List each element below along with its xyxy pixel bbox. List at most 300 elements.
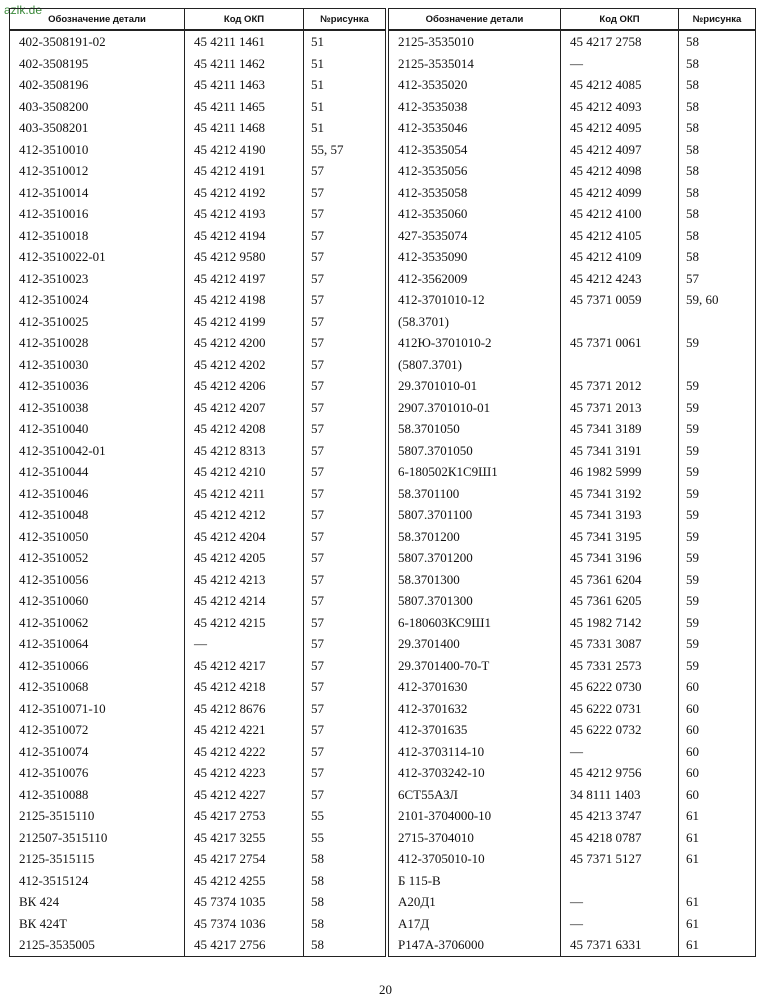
part-designation-cell: 5807.3701200 bbox=[389, 547, 561, 569]
part-designation-cell: 412-3510052 bbox=[10, 547, 185, 569]
figure-number-cell: 60 bbox=[679, 719, 756, 741]
table-row bbox=[389, 30, 756, 53]
table-row bbox=[10, 698, 386, 720]
part-designation-cell: 6СТ55АЗЛ bbox=[389, 784, 561, 806]
okp-code-cell: — bbox=[561, 913, 679, 935]
table-row bbox=[389, 397, 756, 419]
okp-code-cell: 45 1982 7142 bbox=[561, 612, 679, 634]
table-row bbox=[389, 526, 756, 548]
part-designation-cell: 412-3515124 bbox=[10, 870, 185, 892]
table-row bbox=[389, 913, 756, 935]
figure-number-cell: 57 bbox=[304, 741, 386, 763]
part-designation-cell: Р147А-3706000 bbox=[389, 934, 561, 956]
table-row bbox=[10, 547, 386, 569]
table-row bbox=[10, 590, 386, 612]
part-designation-cell: 412-3705010-10 bbox=[389, 848, 561, 870]
okp-code-cell: 45 7331 2573 bbox=[561, 655, 679, 677]
okp-code-cell: 45 4212 4100 bbox=[561, 203, 679, 225]
part-designation-cell: 412-3510024 bbox=[10, 289, 185, 311]
figure-number-cell bbox=[679, 311, 756, 333]
part-designation-cell: 412-3510016 bbox=[10, 203, 185, 225]
part-designation-cell: 58.3701300 bbox=[389, 569, 561, 591]
okp-code-cell: 45 4212 4206 bbox=[185, 375, 304, 397]
table-row bbox=[389, 870, 756, 892]
okp-code-cell: 45 4212 4222 bbox=[185, 741, 304, 763]
part-designation-cell: 412-3510030 bbox=[10, 354, 185, 376]
okp-code-cell: 45 7371 2013 bbox=[561, 397, 679, 419]
table-row bbox=[389, 698, 756, 720]
okp-code-cell: 45 4212 4215 bbox=[185, 612, 304, 634]
table-row bbox=[10, 655, 386, 677]
table-row bbox=[10, 332, 386, 354]
part-designation-cell: 412-3510060 bbox=[10, 590, 185, 612]
table-row bbox=[389, 569, 756, 591]
parts-table-left bbox=[9, 8, 386, 957]
table-row bbox=[389, 53, 756, 75]
figure-number-cell: 57 bbox=[304, 719, 386, 741]
okp-code-cell: — bbox=[561, 891, 679, 913]
okp-code-cell: 34 8111 1403 bbox=[561, 784, 679, 806]
figure-number-cell: 59 bbox=[679, 569, 756, 591]
table-row bbox=[10, 891, 386, 913]
table-row bbox=[389, 461, 756, 483]
okp-code-cell: 45 4212 4197 bbox=[185, 268, 304, 290]
part-designation-cell: 412-3703242-10 bbox=[389, 762, 561, 784]
figure-number-cell: 60 bbox=[679, 698, 756, 720]
table-row bbox=[389, 289, 756, 311]
figure-number-cell: 57 bbox=[304, 354, 386, 376]
header-part-designation: Обозначение детали bbox=[10, 9, 185, 31]
figure-number-cell: 55 bbox=[304, 805, 386, 827]
figure-number-cell: 57 bbox=[304, 504, 386, 526]
part-designation-cell: 412-3535060 bbox=[389, 203, 561, 225]
table-row bbox=[389, 332, 756, 354]
okp-code-cell: 45 7361 6204 bbox=[561, 569, 679, 591]
table-row bbox=[389, 117, 756, 139]
figure-number-cell: 57 bbox=[304, 440, 386, 462]
part-designation-cell: 412-3562009 bbox=[389, 268, 561, 290]
figure-number-cell: 57 bbox=[304, 160, 386, 182]
table-row bbox=[389, 762, 756, 784]
figure-number-cell: 57 bbox=[304, 655, 386, 677]
part-designation-cell: 2907.3701010-01 bbox=[389, 397, 561, 419]
figure-number-cell: 51 bbox=[304, 53, 386, 75]
part-designation-cell: 6-180502К1С9Ш1 bbox=[389, 461, 561, 483]
okp-code-cell: 45 4212 4207 bbox=[185, 397, 304, 419]
okp-code-cell: 45 7331 3087 bbox=[561, 633, 679, 655]
table-row bbox=[389, 354, 756, 376]
figure-number-cell: 59 bbox=[679, 418, 756, 440]
figure-number-cell: 59, 60 bbox=[679, 289, 756, 311]
table-row bbox=[10, 848, 386, 870]
table-row bbox=[389, 633, 756, 655]
figure-number-cell: 59 bbox=[679, 547, 756, 569]
part-designation-cell: 412-3510014 bbox=[10, 182, 185, 204]
part-designation-cell: 402-3508191-02 bbox=[10, 30, 185, 53]
table-row bbox=[10, 354, 386, 376]
figure-number-cell: 57 bbox=[304, 397, 386, 419]
table-row bbox=[389, 827, 756, 849]
okp-code-cell: 45 4212 4085 bbox=[561, 74, 679, 96]
okp-code-cell: 45 4212 4093 bbox=[561, 96, 679, 118]
figure-number-cell: 57 bbox=[304, 676, 386, 698]
okp-code-cell: 45 7341 3193 bbox=[561, 504, 679, 526]
okp-code-cell: 45 7341 3189 bbox=[561, 418, 679, 440]
okp-code-cell: 45 4212 4099 bbox=[561, 182, 679, 204]
table-row bbox=[10, 160, 386, 182]
okp-code-cell: 45 4218 0787 bbox=[561, 827, 679, 849]
okp-code-cell: 45 4212 4208 bbox=[185, 418, 304, 440]
part-designation-cell: А20Д1 bbox=[389, 891, 561, 913]
part-designation-cell: 412-3535054 bbox=[389, 139, 561, 161]
part-designation-cell: 412-3510072 bbox=[10, 719, 185, 741]
table-row bbox=[10, 612, 386, 634]
part-designation-cell: 2125-3535005 bbox=[10, 934, 185, 956]
okp-code-cell: 45 4213 3747 bbox=[561, 805, 679, 827]
part-designation-cell: 412-3535020 bbox=[389, 74, 561, 96]
table-row bbox=[10, 96, 386, 118]
part-designation-cell: 212507-3515110 bbox=[10, 827, 185, 849]
figure-number-cell: 58 bbox=[679, 225, 756, 247]
figure-number-cell: 57 bbox=[304, 612, 386, 634]
part-designation-cell: 402-3508195 bbox=[10, 53, 185, 75]
part-designation-cell: 412-3535058 bbox=[389, 182, 561, 204]
table-row bbox=[389, 547, 756, 569]
okp-code-cell: 45 7341 3191 bbox=[561, 440, 679, 462]
okp-code-cell: 45 7371 2012 bbox=[561, 375, 679, 397]
header-figure-number: №рисунка bbox=[304, 9, 386, 31]
part-designation-cell: 29.3701010-01 bbox=[389, 375, 561, 397]
figure-number-cell: 58 bbox=[304, 891, 386, 913]
table-header-row bbox=[389, 9, 756, 31]
table-row bbox=[10, 741, 386, 763]
figure-number-cell: 58 bbox=[679, 203, 756, 225]
part-designation-cell: 403-3508201 bbox=[10, 117, 185, 139]
figure-number-cell: 58 bbox=[304, 848, 386, 870]
okp-code-cell: 45 4212 4095 bbox=[561, 117, 679, 139]
okp-code-cell: 46 1982 5999 bbox=[561, 461, 679, 483]
figure-number-cell: 61 bbox=[679, 934, 756, 956]
table-row bbox=[10, 633, 386, 655]
okp-code-cell: 45 4212 8313 bbox=[185, 440, 304, 462]
okp-code-cell: 45 4212 4223 bbox=[185, 762, 304, 784]
figure-number-cell: 57 bbox=[304, 182, 386, 204]
figure-number-cell: 55, 57 bbox=[304, 139, 386, 161]
part-designation-cell: 412-3701635 bbox=[389, 719, 561, 741]
okp-code-cell: 45 4217 2753 bbox=[185, 805, 304, 827]
okp-code-cell: 45 4212 4204 bbox=[185, 526, 304, 548]
part-designation-cell: 412-3510066 bbox=[10, 655, 185, 677]
okp-code-cell: 45 4212 4199 bbox=[185, 311, 304, 333]
part-designation-cell: 412-3510056 bbox=[10, 569, 185, 591]
figure-number-cell: 57 bbox=[304, 698, 386, 720]
table-row bbox=[389, 741, 756, 763]
okp-code-cell: 45 4212 4213 bbox=[185, 569, 304, 591]
figure-number-cell: 57 bbox=[304, 268, 386, 290]
table-row bbox=[389, 440, 756, 462]
part-designation-cell: 402-3508196 bbox=[10, 74, 185, 96]
part-designation-cell: 6-180603КС9Ш1 bbox=[389, 612, 561, 634]
header-okp-code: Код ОКП bbox=[561, 9, 679, 31]
part-designation-cell: 403-3508200 bbox=[10, 96, 185, 118]
table-row bbox=[389, 139, 756, 161]
figure-number-cell: 58 bbox=[679, 182, 756, 204]
part-designation-cell: 2101-3704000-10 bbox=[389, 805, 561, 827]
okp-code-cell: 45 4211 1461 bbox=[185, 30, 304, 53]
figure-number-cell: 57 bbox=[304, 762, 386, 784]
part-designation-cell: 412-3510074 bbox=[10, 741, 185, 763]
figure-number-cell: 59 bbox=[679, 397, 756, 419]
part-designation-cell: 29.3701400 bbox=[389, 633, 561, 655]
figure-number-cell: 59 bbox=[679, 612, 756, 634]
figure-number-cell: 59 bbox=[679, 655, 756, 677]
part-designation-cell: 412-3701632 bbox=[389, 698, 561, 720]
table-row bbox=[10, 762, 386, 784]
okp-code-cell: 45 7341 3196 bbox=[561, 547, 679, 569]
part-designation-cell: 412Ю-3701010-2 bbox=[389, 332, 561, 354]
figure-number-cell: 58 bbox=[304, 934, 386, 956]
parts-table-right bbox=[388, 8, 756, 957]
part-designation-cell: 58.3701050 bbox=[389, 418, 561, 440]
header-figure-number: №рисунка bbox=[679, 9, 756, 31]
part-designation-cell: 412-3510088 bbox=[10, 784, 185, 806]
table-row bbox=[389, 934, 756, 956]
okp-code-cell: 45 7341 3195 bbox=[561, 526, 679, 548]
table-row bbox=[10, 784, 386, 806]
part-designation-cell: 5807.3701050 bbox=[389, 440, 561, 462]
figure-number-cell: 57 bbox=[304, 203, 386, 225]
table-row bbox=[10, 182, 386, 204]
part-designation-cell: 412-3510036 bbox=[10, 375, 185, 397]
part-designation-cell: 412-3510012 bbox=[10, 160, 185, 182]
figure-number-cell: 57 bbox=[304, 784, 386, 806]
okp-code-cell: 45 4212 4109 bbox=[561, 246, 679, 268]
okp-code-cell: 45 4212 4190 bbox=[185, 139, 304, 161]
part-designation-cell: 412-3510062 bbox=[10, 612, 185, 634]
okp-code-cell: 45 4212 4211 bbox=[185, 483, 304, 505]
okp-code-cell: 45 6222 0731 bbox=[561, 698, 679, 720]
okp-code-cell: 45 4212 4243 bbox=[561, 268, 679, 290]
figure-number-cell: 58 bbox=[304, 870, 386, 892]
part-designation-cell: А17Д bbox=[389, 913, 561, 935]
figure-number-cell: 57 bbox=[304, 526, 386, 548]
figure-number-cell: 57 bbox=[304, 461, 386, 483]
table-row bbox=[10, 569, 386, 591]
part-designation-cell: 412-3510064 bbox=[10, 633, 185, 655]
figure-number-cell: 57 bbox=[304, 483, 386, 505]
part-designation-cell: 5807.3701300 bbox=[389, 590, 561, 612]
part-designation-cell: 2125-3515115 bbox=[10, 848, 185, 870]
part-designation-cell: ВК 424 bbox=[10, 891, 185, 913]
figure-number-cell: 58 bbox=[679, 246, 756, 268]
figure-number-cell: 51 bbox=[304, 74, 386, 96]
table-row bbox=[10, 30, 386, 53]
figure-number-cell: 57 bbox=[304, 311, 386, 333]
part-designation-cell: 412-3535090 bbox=[389, 246, 561, 268]
okp-code-cell: 45 7371 0061 bbox=[561, 332, 679, 354]
table-row bbox=[10, 289, 386, 311]
figure-number-cell: 58 bbox=[679, 30, 756, 53]
figure-number-cell: 61 bbox=[679, 913, 756, 935]
figure-number-cell: 59 bbox=[679, 483, 756, 505]
okp-code-cell: 45 4217 3255 bbox=[185, 827, 304, 849]
okp-code-cell: 45 4212 8676 bbox=[185, 698, 304, 720]
okp-code-cell: 45 4217 2756 bbox=[185, 934, 304, 956]
part-designation-cell: 412-3510022-01 bbox=[10, 246, 185, 268]
figure-number-cell: 61 bbox=[679, 891, 756, 913]
table-row bbox=[389, 612, 756, 634]
table-row bbox=[389, 891, 756, 913]
page-number: 20 bbox=[379, 982, 392, 997]
table-row bbox=[10, 139, 386, 161]
okp-code-cell: 45 4212 4194 bbox=[185, 225, 304, 247]
table-row bbox=[10, 440, 386, 462]
okp-code-cell: 45 4211 1462 bbox=[185, 53, 304, 75]
part-designation-cell: 412-3510046 bbox=[10, 483, 185, 505]
okp-code-cell: 45 6222 0732 bbox=[561, 719, 679, 741]
okp-code-cell: 45 4212 4255 bbox=[185, 870, 304, 892]
table-row bbox=[10, 397, 386, 419]
table-row bbox=[10, 246, 386, 268]
okp-code-cell: — bbox=[561, 741, 679, 763]
table-row bbox=[10, 805, 386, 827]
header-okp-code: Код ОКП bbox=[185, 9, 304, 31]
table-row bbox=[389, 311, 756, 333]
part-designation-cell: 5807.3701100 bbox=[389, 504, 561, 526]
part-designation-cell: 427-3535074 bbox=[389, 225, 561, 247]
part-designation-cell: 412-3510076 bbox=[10, 762, 185, 784]
table-row bbox=[389, 805, 756, 827]
figure-number-cell: 57 bbox=[304, 569, 386, 591]
table-row bbox=[389, 719, 756, 741]
okp-code-cell: 45 4212 4105 bbox=[561, 225, 679, 247]
figure-number-cell: 60 bbox=[679, 741, 756, 763]
figure-number-cell: 60 bbox=[679, 784, 756, 806]
part-designation-cell: 412-3535056 bbox=[389, 160, 561, 182]
table-row bbox=[389, 246, 756, 268]
figure-number-cell: 58 bbox=[304, 913, 386, 935]
part-designation-cell: 412-3510025 bbox=[10, 311, 185, 333]
part-designation-cell: 2715-3704010 bbox=[389, 827, 561, 849]
figure-number-cell: 59 bbox=[679, 375, 756, 397]
okp-code-cell: — bbox=[185, 633, 304, 655]
table-row bbox=[389, 590, 756, 612]
figure-number-cell: 55 bbox=[304, 827, 386, 849]
okp-code-cell: 45 4212 4205 bbox=[185, 547, 304, 569]
figure-number-cell bbox=[679, 354, 756, 376]
okp-code-cell: 45 4212 9756 bbox=[561, 762, 679, 784]
okp-code-cell: 45 7371 6331 bbox=[561, 934, 679, 956]
okp-code-cell: 45 4212 4218 bbox=[185, 676, 304, 698]
okp-code-cell: 45 4217 2754 bbox=[185, 848, 304, 870]
table-row bbox=[10, 934, 386, 956]
okp-code-cell: 45 4212 4198 bbox=[185, 289, 304, 311]
figure-number-cell: 60 bbox=[679, 762, 756, 784]
table-body bbox=[389, 30, 756, 956]
part-designation-cell: 29.3701400-70-Т bbox=[389, 655, 561, 677]
okp-code-cell: 45 4212 4200 bbox=[185, 332, 304, 354]
part-designation-cell: 412-3701630 bbox=[389, 676, 561, 698]
figure-number-cell: 59 bbox=[679, 526, 756, 548]
okp-code-cell: — bbox=[561, 53, 679, 75]
okp-code-cell: 45 4212 4212 bbox=[185, 504, 304, 526]
table-row bbox=[10, 117, 386, 139]
figure-number-cell: 59 bbox=[679, 461, 756, 483]
okp-code-cell: 45 4211 1468 bbox=[185, 117, 304, 139]
figure-number-cell: 59 bbox=[679, 504, 756, 526]
table-row bbox=[10, 418, 386, 440]
figure-number-cell: 57 bbox=[304, 375, 386, 397]
okp-code-cell bbox=[561, 354, 679, 376]
okp-code-cell: 45 7341 3192 bbox=[561, 483, 679, 505]
okp-code-cell bbox=[561, 870, 679, 892]
figure-number-cell: 51 bbox=[304, 96, 386, 118]
figure-number-cell: 57 bbox=[304, 633, 386, 655]
figure-number-cell: 60 bbox=[679, 676, 756, 698]
okp-code-cell: 45 7361 6205 bbox=[561, 590, 679, 612]
part-designation-cell: 412-3535046 bbox=[389, 117, 561, 139]
table-row bbox=[10, 526, 386, 548]
part-designation-cell: (5807.3701) bbox=[389, 354, 561, 376]
table-row bbox=[10, 268, 386, 290]
table-row bbox=[389, 676, 756, 698]
part-designation-cell: (58.3701) bbox=[389, 311, 561, 333]
part-designation-cell: 412-3703114-10 bbox=[389, 741, 561, 763]
watermark: azlk.de bbox=[4, 3, 43, 17]
okp-code-cell: 45 7374 1036 bbox=[185, 913, 304, 935]
part-designation-cell: 412-3701010-12 bbox=[389, 289, 561, 311]
table-row bbox=[10, 225, 386, 247]
table-row bbox=[10, 483, 386, 505]
table-row bbox=[10, 203, 386, 225]
okp-code-cell: 45 4217 2758 bbox=[561, 30, 679, 53]
table-row bbox=[10, 461, 386, 483]
okp-code-cell: 45 4212 4191 bbox=[185, 160, 304, 182]
table-row bbox=[389, 655, 756, 677]
table-row bbox=[10, 311, 386, 333]
okp-code-cell: 45 6222 0730 bbox=[561, 676, 679, 698]
table-row bbox=[389, 784, 756, 806]
figure-number-cell: 58 bbox=[679, 117, 756, 139]
part-designation-cell: 412-3535038 bbox=[389, 96, 561, 118]
okp-code-cell: 45 4212 4097 bbox=[561, 139, 679, 161]
part-designation-cell: 412-3510028 bbox=[10, 332, 185, 354]
table-row bbox=[389, 375, 756, 397]
part-designation-cell: 412-3510050 bbox=[10, 526, 185, 548]
okp-code-cell: 45 4212 9580 bbox=[185, 246, 304, 268]
table-row bbox=[389, 96, 756, 118]
part-designation-cell: 412-3510018 bbox=[10, 225, 185, 247]
okp-code-cell: 45 4212 4193 bbox=[185, 203, 304, 225]
figure-number-cell: 57 bbox=[304, 246, 386, 268]
okp-code-cell: 45 4212 4202 bbox=[185, 354, 304, 376]
okp-code-cell: 45 4212 4221 bbox=[185, 719, 304, 741]
figure-number-cell: 59 bbox=[679, 332, 756, 354]
figure-number-cell: 59 bbox=[679, 590, 756, 612]
okp-code-cell bbox=[561, 311, 679, 333]
figure-number-cell: 61 bbox=[679, 848, 756, 870]
part-designation-cell: 412-3510044 bbox=[10, 461, 185, 483]
part-designation-cell: 412-3510042-01 bbox=[10, 440, 185, 462]
okp-code-cell: 45 4212 4214 bbox=[185, 590, 304, 612]
table-row bbox=[10, 676, 386, 698]
part-designation-cell: 2125-3515110 bbox=[10, 805, 185, 827]
figure-number-cell: 58 bbox=[679, 139, 756, 161]
table-row bbox=[10, 53, 386, 75]
part-designation-cell: 2125-3535010 bbox=[389, 30, 561, 53]
figure-number-cell: 58 bbox=[679, 74, 756, 96]
okp-code-cell: 45 7371 5127 bbox=[561, 848, 679, 870]
